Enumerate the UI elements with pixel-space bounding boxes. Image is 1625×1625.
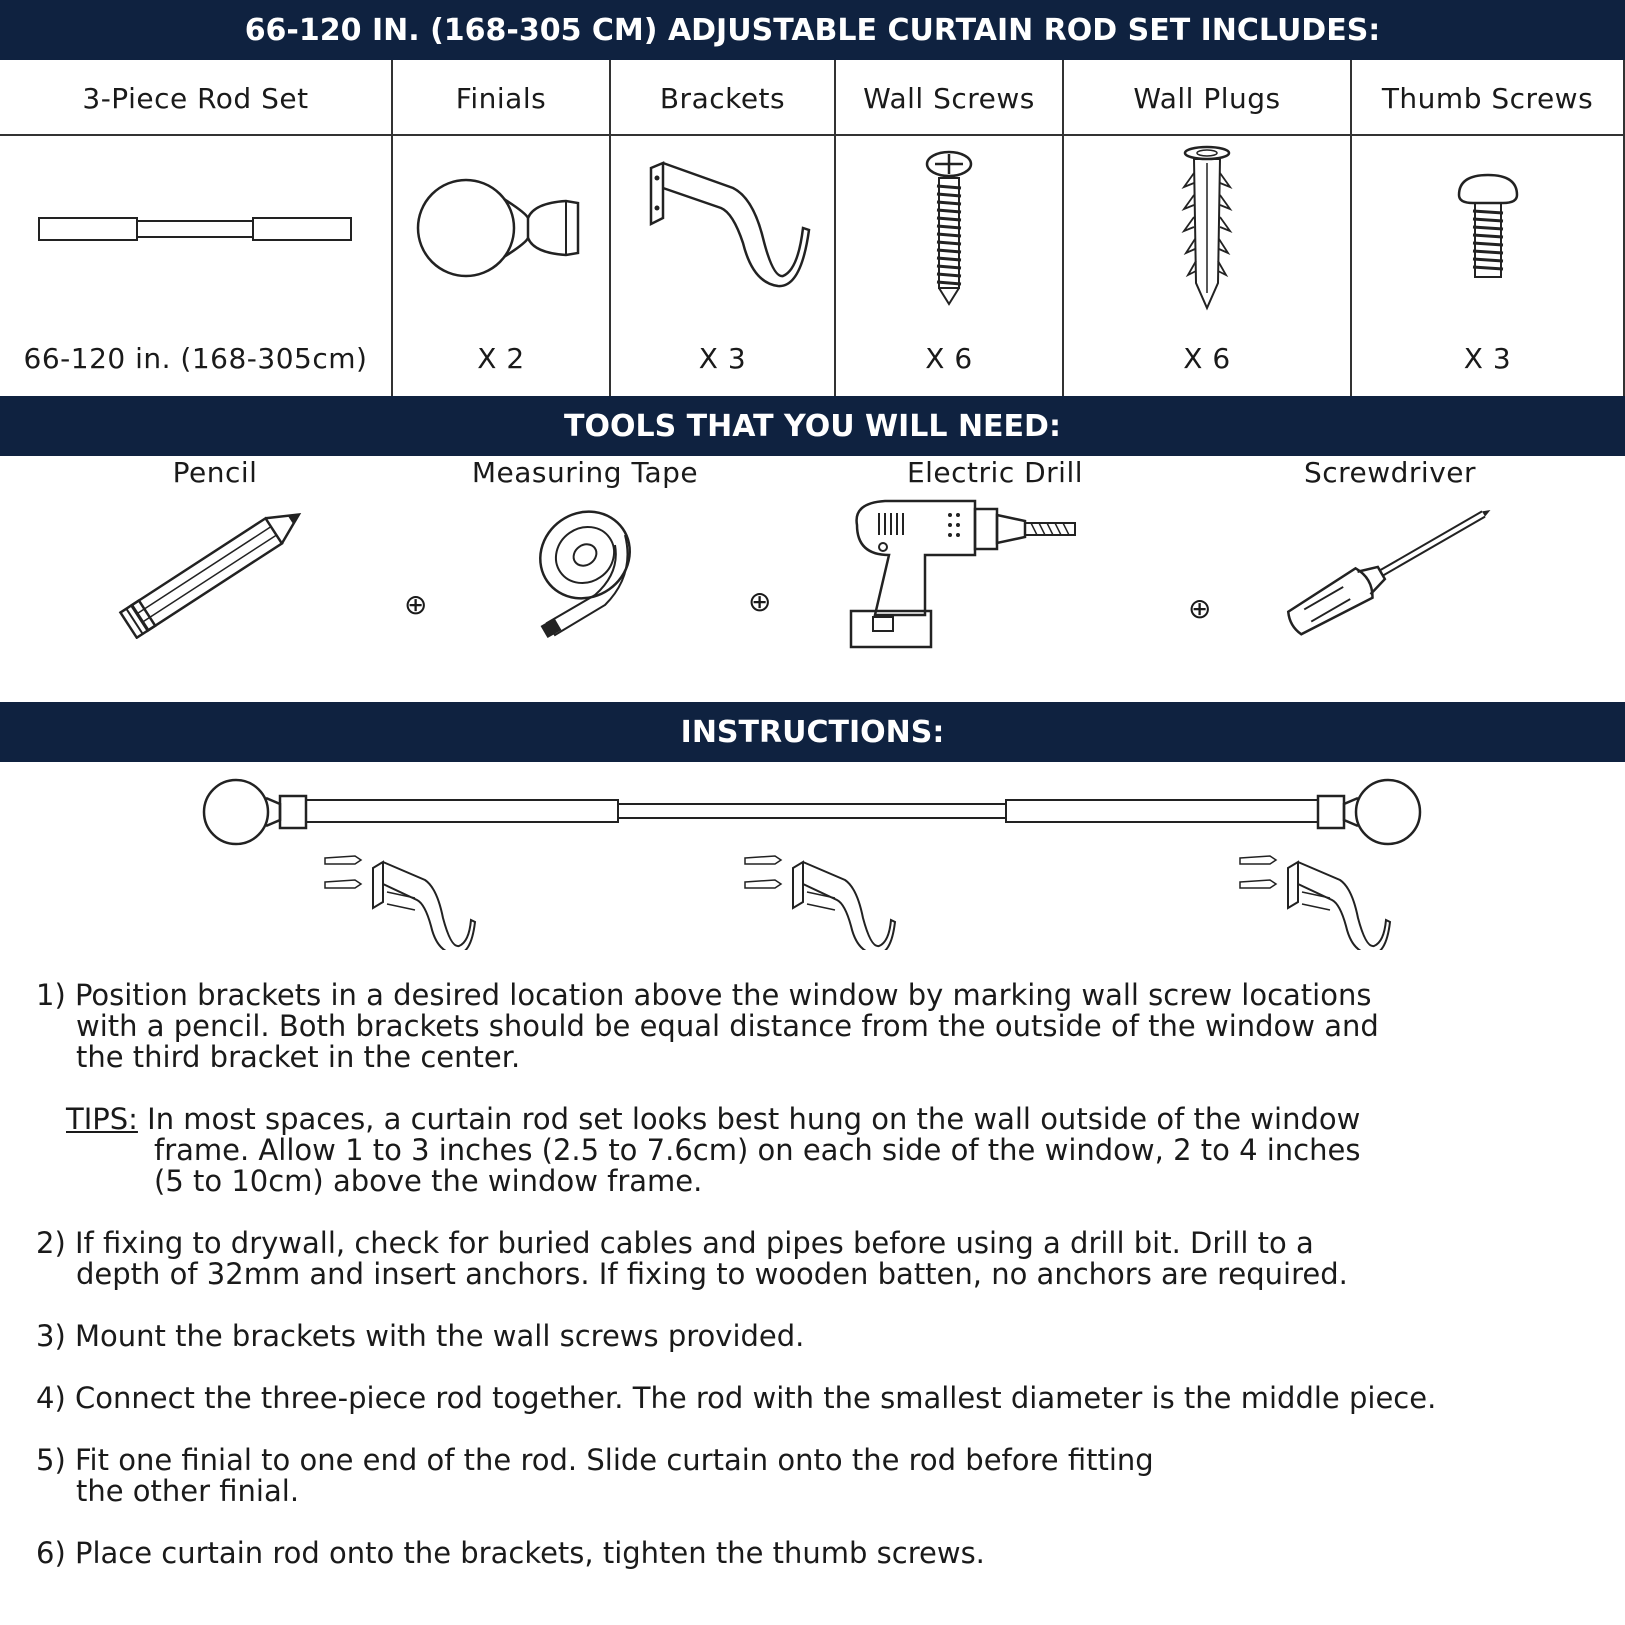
step-2 bbox=[36, 1228, 1606, 1290]
part-qty: 66-120 in. (168-305cm) bbox=[23, 341, 368, 375]
tips-text: frame. Allow 1 to 3 inches (2.5 to 7.6cm) on each side of the window, 2 to 4 inches bbox=[154, 1133, 1361, 1167]
step-text: the other finial. bbox=[76, 1474, 300, 1508]
plus-icon: ⊕ bbox=[1188, 592, 1212, 625]
part-column-finials bbox=[393, 60, 611, 396]
step-text: depth of 32mm and insert anchors. If fixing to wooden batten, no anchors are required. bbox=[76, 1257, 1348, 1291]
assembly-diagram bbox=[0, 760, 1625, 950]
part-name: Wall Plugs bbox=[1133, 81, 1281, 115]
measuring-tape-icon bbox=[515, 495, 655, 645]
electric-drill-icon bbox=[845, 495, 1085, 655]
tool-label: Screwdriver bbox=[1303, 456, 1477, 489]
part-name: Finials bbox=[455, 81, 547, 115]
part-column-brackets bbox=[611, 60, 836, 396]
tips-text: (5 to 10cm) above the window frame. bbox=[154, 1164, 703, 1198]
step-6 bbox=[36, 1538, 1606, 1569]
pencil-icon bbox=[110, 499, 320, 639]
part-qty: X 3 bbox=[698, 341, 747, 375]
part-name: 3-Piece Rod Set bbox=[82, 81, 309, 115]
tool-label: Pencil bbox=[172, 456, 258, 489]
finial-icon bbox=[204, 780, 306, 844]
step-text: the third bracket in the center. bbox=[76, 1040, 521, 1074]
tips-text: In most spaces, a curtain rod set looks best hung on the wall outside of the window bbox=[137, 1102, 1361, 1136]
tool-label: Electric Drill bbox=[906, 456, 1084, 489]
tool-measuring-tape bbox=[460, 456, 710, 649]
step-3 bbox=[36, 1321, 1606, 1352]
plus-icon: ⊕ bbox=[748, 585, 772, 618]
wall-plug-icon bbox=[1172, 143, 1242, 313]
screwdriver-icon bbox=[1270, 493, 1510, 643]
tips bbox=[66, 1104, 1606, 1197]
tips-label: TIPS: bbox=[66, 1102, 138, 1136]
bracket-icon bbox=[633, 158, 813, 298]
part-name: Wall Screws bbox=[863, 81, 1035, 115]
part-qty: X 6 bbox=[1183, 341, 1231, 375]
part-column-wall-screws bbox=[836, 60, 1064, 396]
step-text: 3) Mount the brackets with the wall screws provided. bbox=[36, 1319, 805, 1353]
tool-pencil bbox=[110, 456, 320, 643]
part-column-rod-set bbox=[0, 60, 393, 396]
finial-icon bbox=[1318, 780, 1420, 844]
step-text: 5) Fit one finial to one end of the rod. Slide curtain onto the rod before fitting bbox=[36, 1443, 1154, 1477]
table-divider bbox=[0, 134, 1625, 136]
wall-screw-icon bbox=[919, 148, 979, 308]
step-text: 1) Position brackets in a desired location above the window by marking wall screw locations bbox=[36, 978, 1372, 1012]
part-qty: X 6 bbox=[925, 341, 973, 375]
part-column-thumb-screws bbox=[1352, 60, 1625, 396]
parts-table bbox=[0, 60, 1625, 396]
step-text: 6) Place curtain rod onto the brackets, tighten the thumb screws. bbox=[36, 1536, 985, 1570]
finial-icon bbox=[416, 173, 586, 283]
part-qty: X 2 bbox=[477, 341, 525, 375]
step-5 bbox=[36, 1445, 1606, 1507]
tools-banner: TOOLS THAT YOU WILL NEED: bbox=[0, 396, 1625, 456]
bracket-icon bbox=[325, 856, 475, 950]
step-text: 4) Connect the three-piece rod together. The rod with the smallest diameter is the middle piece. bbox=[36, 1381, 1437, 1415]
tool-electric-drill bbox=[850, 456, 1140, 659]
rod-icon bbox=[306, 800, 1318, 822]
bracket-icon bbox=[745, 856, 895, 950]
rod-icon bbox=[31, 208, 361, 248]
bracket-icon bbox=[1240, 856, 1390, 950]
part-column-wall-plugs bbox=[1064, 60, 1352, 396]
instruction-steps bbox=[36, 980, 1606, 1600]
plus-icon: ⊕ bbox=[404, 588, 428, 621]
instructions-banner: INSTRUCTIONS: bbox=[0, 702, 1625, 762]
step-1 bbox=[36, 980, 1606, 1073]
step-4 bbox=[36, 1383, 1606, 1414]
step-text: with a pencil. Both brackets should be equal distance from the outside of the window and bbox=[76, 1009, 1379, 1043]
tool-label: Measuring Tape bbox=[471, 456, 699, 489]
parts-banner: 66-120 IN. (168-305 CM) ADJUSTABLE CURTAIN ROD SET INCLUDES: bbox=[0, 0, 1625, 60]
part-name: Brackets bbox=[659, 81, 786, 115]
part-qty: X 3 bbox=[1463, 341, 1512, 375]
part-name: Thumb Screws bbox=[1381, 81, 1594, 115]
tool-screwdriver bbox=[1250, 456, 1530, 647]
thumb-screw-icon bbox=[1453, 173, 1523, 283]
step-text: 2) If fixing to drywall, check for buried cables and pipes before using a drill bit. Drill to a bbox=[36, 1226, 1314, 1260]
